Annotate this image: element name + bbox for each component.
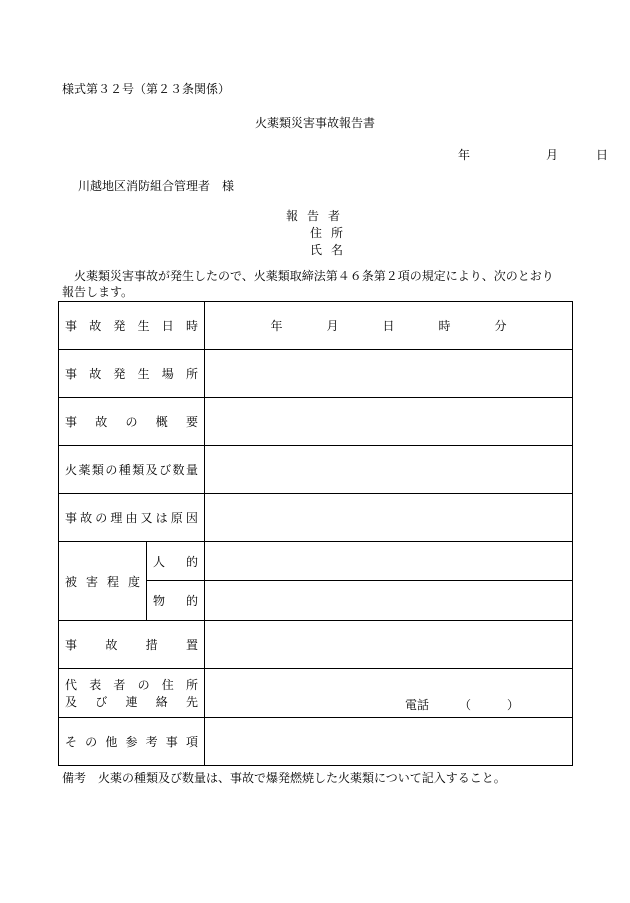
reporter-label: 報告者: [286, 209, 350, 223]
phone-paren: （ ）: [459, 698, 520, 712]
damage-property-field[interactable]: [205, 581, 573, 621]
unit-hour: 時: [438, 319, 451, 333]
damage-human-field[interactable]: [205, 542, 573, 581]
form-number: 様式第３２号（第２３条関係）: [62, 82, 231, 96]
rep-label-cell: [59, 669, 205, 718]
explosives-field[interactable]: [205, 446, 573, 494]
reporter-block: [286, 208, 352, 259]
reporter-address: 住所: [310, 226, 353, 240]
date-month: 月: [546, 148, 559, 162]
explosives-label-cell: [59, 446, 205, 494]
measures-field[interactable]: [205, 621, 573, 669]
remarks-note: 備考 火薬の種類及び数量は、事故で爆発燃焼した火薬類について記入すること。: [62, 771, 506, 785]
damage-human-cell: [147, 542, 205, 581]
unit-month: 月: [326, 319, 339, 333]
datetime-field[interactable]: [205, 302, 573, 350]
damage-property-cell: [147, 581, 205, 621]
unit-minute: 分: [494, 319, 507, 333]
cause-label: 事 故 の 理 由 又 は 原 因: [65, 511, 198, 525]
addressee: 川越地区消防組合管理者 様: [78, 179, 235, 193]
date-line: [458, 146, 608, 163]
phone-label: 電話: [405, 698, 430, 712]
other-label-cell: [59, 718, 205, 766]
date-day: 日: [596, 148, 609, 162]
damage-label-cell: [59, 542, 147, 621]
measures-label: 事 故 措 置: [65, 638, 198, 652]
cause-label-cell: [59, 494, 205, 542]
unit-year: 年: [270, 319, 283, 333]
intro-line-2: 報告します。: [62, 285, 134, 299]
measures-label-cell: [59, 621, 205, 669]
rep-label-line-2: 及 び 連 絡 先: [65, 695, 198, 709]
phone-label-group: [405, 696, 519, 713]
location-label: 事 故 発 生 場 所: [65, 367, 198, 381]
location-field[interactable]: [205, 350, 573, 398]
intro-text: [62, 268, 582, 300]
rep-field[interactable]: [205, 669, 573, 718]
explosives-label: 火 薬 類 の 種 類 及 び 数 量: [65, 463, 198, 477]
other-label: そ の 他 参 考 事 項: [65, 735, 198, 749]
summary-field[interactable]: [205, 398, 573, 446]
rep-label-line-1: 代 表 者 の 住 所: [65, 678, 198, 692]
summary-label-cell: [59, 398, 205, 446]
document-title: 火薬類災害事故報告書: [254, 116, 375, 130]
datetime-label-cell: [59, 302, 205, 350]
cause-field[interactable]: [205, 494, 573, 542]
datetime-label: 事 故 発 生 日 時: [65, 319, 198, 333]
damage-property-label: 物 的: [153, 594, 198, 608]
damage-human-label: 人 的: [153, 554, 198, 569]
location-label-cell: [59, 350, 205, 398]
damage-label: 被 害 程 度: [65, 574, 140, 589]
reporter-name: 氏名: [310, 243, 353, 257]
date-year: 年: [458, 148, 471, 162]
unit-day: 日: [382, 319, 395, 333]
other-field[interactable]: [205, 718, 573, 766]
datetime-units: [205, 317, 572, 334]
summary-label: 事 故 の 概 要: [65, 415, 198, 429]
report-table: [58, 301, 573, 766]
intro-line-1: 火薬類災害事故が発生したので、火薬類取締法第４６条第２項の規定により、次のとおり: [74, 269, 554, 283]
